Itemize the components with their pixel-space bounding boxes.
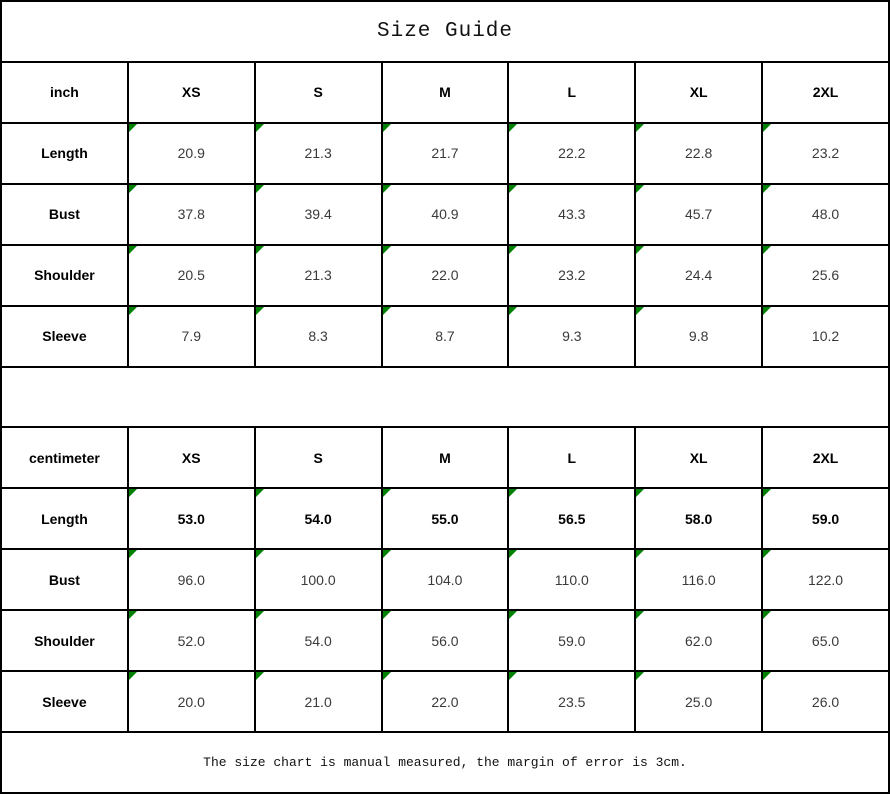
value-cell-label: 20.9 bbox=[177, 145, 205, 162]
value-cell bbox=[762, 306, 889, 367]
measurement-row bbox=[1, 306, 889, 367]
corner-flag-icon bbox=[636, 124, 644, 132]
measurement-row bbox=[1, 245, 889, 306]
row-label-cell bbox=[1, 610, 128, 671]
size-header-cell bbox=[255, 427, 382, 488]
value-cell-label: 9.8 bbox=[688, 328, 709, 345]
value-cell bbox=[762, 610, 889, 671]
row-label-cell-label: Shoulder bbox=[34, 267, 95, 284]
corner-flag-icon bbox=[509, 246, 517, 254]
value-cell bbox=[635, 245, 762, 306]
row-label-cell bbox=[1, 123, 128, 184]
value-cell-label: 8.3 bbox=[308, 328, 328, 345]
value-cell-label: 110.0 bbox=[554, 571, 589, 588]
value-cell-label: 56.5 bbox=[558, 510, 586, 527]
value-cell bbox=[762, 549, 889, 610]
size-header-cell-label: L bbox=[567, 84, 577, 101]
value-cell bbox=[508, 306, 635, 367]
corner-flag-icon bbox=[383, 185, 391, 193]
size-header-cell-label: XS bbox=[181, 84, 201, 101]
corner-flag-icon bbox=[129, 307, 137, 315]
value-cell bbox=[508, 184, 635, 245]
row-label-cell bbox=[1, 306, 128, 367]
value-cell-label: 104.0 bbox=[427, 571, 463, 588]
value-cell bbox=[255, 549, 382, 610]
corner-flag-icon bbox=[509, 185, 517, 193]
value-cell-label: 100.0 bbox=[300, 571, 336, 588]
row-label-cell bbox=[1, 245, 128, 306]
row-label-cell-label: Sleeve bbox=[42, 328, 87, 345]
row-label-cell-label: Length bbox=[41, 145, 88, 162]
measurement-row bbox=[1, 549, 889, 610]
value-cell-label: 54.0 bbox=[304, 632, 332, 649]
measurement-row bbox=[1, 123, 889, 184]
value-cell bbox=[762, 184, 889, 245]
corner-flag-icon bbox=[383, 489, 391, 497]
value-cell-label: 39.4 bbox=[304, 206, 332, 223]
value-cell bbox=[128, 671, 255, 732]
size-header-cell bbox=[762, 62, 889, 123]
row-label-cell bbox=[1, 549, 128, 610]
value-cell bbox=[508, 671, 635, 732]
corner-flag-icon bbox=[509, 489, 517, 497]
row-label-cell-label: Bust bbox=[48, 206, 80, 223]
corner-flag-icon bbox=[256, 672, 264, 680]
value-cell bbox=[508, 610, 635, 671]
value-cell bbox=[255, 123, 382, 184]
corner-flag-icon bbox=[763, 550, 771, 558]
corner-flag-icon bbox=[129, 611, 137, 619]
size-header-cell-label: L bbox=[567, 449, 577, 466]
corner-flag-icon bbox=[509, 124, 517, 132]
size-header-cell bbox=[762, 427, 889, 488]
value-cell-label: 23.2 bbox=[558, 267, 586, 284]
corner-flag-icon bbox=[256, 550, 264, 558]
size-header-cell bbox=[635, 427, 762, 488]
value-cell bbox=[128, 610, 255, 671]
corner-flag-icon bbox=[256, 124, 264, 132]
value-cell bbox=[762, 245, 889, 306]
measurement-row bbox=[1, 488, 889, 549]
value-cell-label: 25.0 bbox=[685, 693, 713, 710]
corner-flag-icon bbox=[129, 124, 137, 132]
value-cell-label: 23.5 bbox=[558, 693, 586, 710]
size-header-cell-label: S bbox=[313, 449, 323, 466]
value-cell-label: 40.9 bbox=[431, 206, 459, 223]
corner-flag-icon bbox=[256, 611, 264, 619]
corner-flag-icon bbox=[636, 185, 644, 193]
corner-flag-icon bbox=[636, 672, 644, 680]
corner-flag-icon bbox=[763, 307, 771, 315]
size-header-cell-label: 2XL bbox=[812, 449, 839, 466]
value-cell-label: 43.3 bbox=[558, 206, 586, 223]
value-cell-label: 7.9 bbox=[181, 328, 201, 345]
unit-header-cell bbox=[1, 427, 128, 488]
size-header-cell-label: S bbox=[313, 84, 323, 101]
value-cell bbox=[382, 245, 509, 306]
value-cell bbox=[382, 671, 509, 732]
size-header-cell-label: XS bbox=[181, 449, 201, 466]
size-header-cell-label: M bbox=[439, 84, 451, 101]
corner-flag-icon bbox=[256, 489, 264, 497]
value-cell-label: 37.8 bbox=[177, 206, 205, 223]
value-cell bbox=[382, 123, 509, 184]
corner-flag-icon bbox=[509, 550, 517, 558]
measurement-row bbox=[1, 184, 889, 245]
corner-flag-icon bbox=[763, 489, 771, 497]
size-header-cell bbox=[128, 62, 255, 123]
unit-header-cell bbox=[1, 62, 128, 123]
value-cell bbox=[508, 123, 635, 184]
centimeter-table-body bbox=[1, 427, 889, 732]
spacer-section bbox=[1, 367, 889, 428]
value-cell bbox=[128, 245, 255, 306]
value-cell-label: 122.0 bbox=[808, 571, 844, 588]
corner-flag-icon bbox=[636, 550, 644, 558]
value-cell bbox=[382, 184, 509, 245]
size-header-cell bbox=[382, 62, 509, 123]
value-cell-label: 116.0 bbox=[681, 571, 716, 588]
value-cell bbox=[508, 245, 635, 306]
row-label-cell-label: Bust bbox=[48, 571, 80, 588]
title-row bbox=[1, 1, 889, 62]
value-cell bbox=[635, 488, 762, 549]
size-header-cell bbox=[508, 62, 635, 123]
value-cell bbox=[128, 123, 255, 184]
value-cell bbox=[128, 488, 255, 549]
value-cell-label: 96.0 bbox=[177, 571, 205, 588]
value-cell bbox=[635, 610, 762, 671]
unit-header-cell-label: centimeter bbox=[29, 449, 100, 466]
corner-flag-icon bbox=[383, 672, 391, 680]
value-cell bbox=[255, 488, 382, 549]
value-cell bbox=[128, 549, 255, 610]
value-cell-label: 8.7 bbox=[435, 328, 455, 345]
corner-flag-icon bbox=[129, 185, 137, 193]
corner-flag-icon bbox=[763, 124, 771, 132]
value-cell-label: 59.0 bbox=[558, 632, 586, 649]
footer-note: The size chart is manual measured, the margin of error is 3cm. bbox=[1, 732, 889, 793]
value-cell bbox=[635, 306, 762, 367]
value-cell-label: 21.7 bbox=[431, 145, 459, 162]
value-cell-label: 9.3 bbox=[562, 328, 582, 345]
size-header-cell bbox=[508, 427, 635, 488]
value-cell-label: 45.7 bbox=[685, 206, 713, 223]
corner-flag-icon bbox=[383, 246, 391, 254]
value-cell bbox=[128, 184, 255, 245]
value-cell-label: 22.0 bbox=[431, 267, 459, 284]
value-cell bbox=[635, 123, 762, 184]
value-cell-label: 10.2 bbox=[811, 328, 840, 345]
value-cell-label: 53.0 bbox=[177, 510, 205, 527]
value-cell-label: 58.0 bbox=[685, 510, 713, 527]
corner-flag-icon bbox=[129, 550, 137, 558]
value-cell-label: 48.0 bbox=[811, 206, 840, 223]
corner-flag-icon bbox=[383, 307, 391, 315]
measurement-row bbox=[1, 610, 889, 671]
row-label-cell-label: Length bbox=[41, 510, 88, 527]
value-cell-label: 26.0 bbox=[811, 693, 840, 710]
corner-flag-icon bbox=[256, 307, 264, 315]
size-header-cell bbox=[128, 427, 255, 488]
value-cell bbox=[762, 488, 889, 549]
row-label-cell-label: Shoulder bbox=[34, 632, 95, 649]
value-cell bbox=[635, 549, 762, 610]
corner-flag-icon bbox=[383, 611, 391, 619]
corner-flag-icon bbox=[509, 307, 517, 315]
value-cell bbox=[255, 245, 382, 306]
size-header-row bbox=[1, 62, 889, 123]
row-label-cell bbox=[1, 488, 128, 549]
value-cell bbox=[255, 610, 382, 671]
row-label-cell bbox=[1, 184, 128, 245]
value-cell bbox=[382, 306, 509, 367]
value-cell-label: 23.2 bbox=[811, 145, 840, 162]
spacer-cell bbox=[1, 367, 889, 428]
value-cell-label: 55.0 bbox=[431, 510, 459, 527]
corner-flag-icon bbox=[256, 185, 264, 193]
corner-flag-icon bbox=[763, 672, 771, 680]
value-cell-label: 25.6 bbox=[811, 267, 840, 284]
value-cell bbox=[382, 549, 509, 610]
value-cell-label: 65.0 bbox=[811, 632, 840, 649]
corner-flag-icon bbox=[636, 611, 644, 619]
value-cell bbox=[255, 671, 382, 732]
footer-section bbox=[1, 732, 889, 793]
value-cell-label: 59.0 bbox=[811, 510, 840, 527]
footer-row bbox=[1, 732, 889, 793]
corner-flag-icon bbox=[383, 550, 391, 558]
value-cell bbox=[508, 549, 635, 610]
row-label-cell-label: Sleeve bbox=[42, 693, 87, 710]
corner-flag-icon bbox=[763, 611, 771, 619]
size-header-cell-label: XL bbox=[689, 84, 708, 101]
row-label-cell bbox=[1, 671, 128, 732]
value-cell bbox=[255, 306, 382, 367]
size-header-cell bbox=[635, 62, 762, 123]
size-header-cell-label: XL bbox=[689, 449, 708, 466]
value-cell-label: 24.4 bbox=[685, 267, 713, 284]
value-cell bbox=[382, 610, 509, 671]
corner-flag-icon bbox=[129, 489, 137, 497]
value-cell bbox=[762, 123, 889, 184]
title-section bbox=[1, 1, 889, 62]
value-cell-label: 20.5 bbox=[177, 267, 205, 284]
value-cell-label: 52.0 bbox=[177, 632, 205, 649]
value-cell-label: 21.3 bbox=[304, 145, 332, 162]
corner-flag-icon bbox=[129, 246, 137, 254]
value-cell-label: 22.2 bbox=[558, 145, 586, 162]
value-cell bbox=[635, 671, 762, 732]
value-cell-label: 21.3 bbox=[304, 267, 332, 284]
size-header-cell-label: 2XL bbox=[812, 84, 839, 101]
corner-flag-icon bbox=[763, 246, 771, 254]
value-cell-label: 62.0 bbox=[685, 632, 713, 649]
size-header-cell bbox=[382, 427, 509, 488]
value-cell bbox=[255, 184, 382, 245]
value-cell bbox=[635, 184, 762, 245]
value-cell-label: 22.0 bbox=[431, 693, 459, 710]
value-cell-label: 54.0 bbox=[304, 510, 332, 527]
size-header-cell-label: M bbox=[439, 449, 451, 466]
value-cell bbox=[382, 488, 509, 549]
inch-table-body bbox=[1, 62, 889, 367]
spacer-row bbox=[1, 367, 889, 428]
value-cell-label: 56.0 bbox=[431, 632, 459, 649]
unit-header-cell-label: inch bbox=[50, 84, 79, 101]
value-cell bbox=[762, 671, 889, 732]
value-cell-label: 20.0 bbox=[177, 693, 205, 710]
size-header-cell bbox=[255, 62, 382, 123]
value-cell bbox=[508, 488, 635, 549]
value-cell-label: 21.0 bbox=[304, 693, 332, 710]
corner-flag-icon bbox=[636, 307, 644, 315]
corner-flag-icon bbox=[636, 489, 644, 497]
corner-flag-icon bbox=[763, 185, 771, 193]
corner-flag-icon bbox=[509, 672, 517, 680]
corner-flag-icon bbox=[256, 246, 264, 254]
corner-flag-icon bbox=[509, 611, 517, 619]
measurement-row bbox=[1, 671, 889, 732]
size-header-row bbox=[1, 427, 889, 488]
value-cell-label: 22.8 bbox=[685, 145, 713, 162]
corner-flag-icon bbox=[636, 246, 644, 254]
corner-flag-icon bbox=[383, 124, 391, 132]
page-title: Size Guide bbox=[1, 1, 889, 62]
corner-flag-icon bbox=[129, 672, 137, 680]
value-cell bbox=[128, 306, 255, 367]
